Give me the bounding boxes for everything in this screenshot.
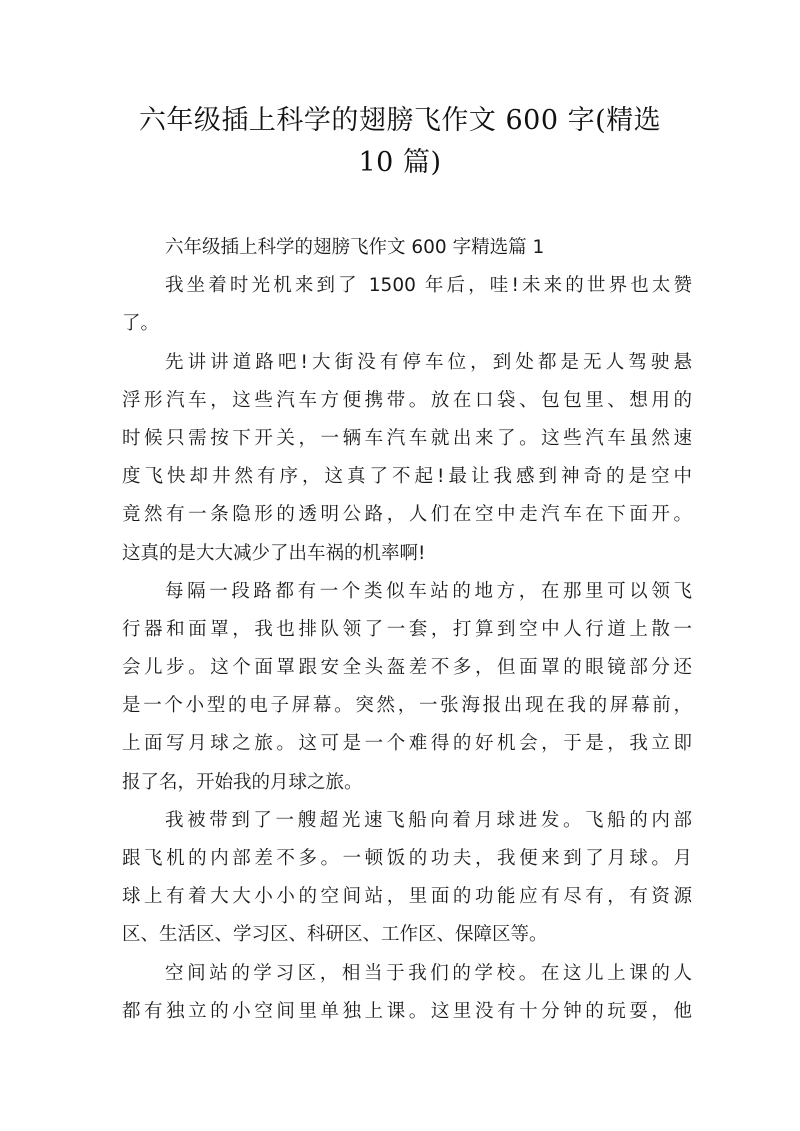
paragraph-4-line-3: 球上有着大大小小的空间站，里面的功能应有尽有，有资源: [122, 886, 692, 908]
paragraph-1-line-2: 了。: [122, 313, 160, 335]
paragraph-3-line-4: 是一个小型的电子屏幕。突然，一张海报出现在我的屏幕前，: [122, 695, 692, 717]
paragraph-3-line-2: 行器和面罩，我也排队领了一套，打算到空中人行道上散一: [122, 618, 692, 640]
paragraph-2-line-3: 时候只需按下开关，一辆车汽车就出来了。这些汽车虽然速: [122, 427, 692, 449]
paragraph-2-line-2: 浮形汽车，这些汽车方便携带。放在口袋、包包里、想用的: [122, 389, 692, 411]
paragraph-3-line-3: 会儿步。这个面罩跟安全头盔差不多，但面罩的眼镜部分还: [122, 657, 692, 679]
paragraph-2-line-4: 度飞快却井然有序，这真了不起!最让我感到神奇的是空中: [122, 466, 692, 488]
paragraph-1-line-1: 我坐着时光机来到了 1500 年后，哇!未来的世界也太赞: [165, 275, 692, 297]
paragraph-5-line-2: 都有独立的小空间里单独上课。这里没有十分钟的玩耍，他: [122, 1000, 692, 1022]
paragraph-2-line-1: 先讲讲道路吧!大街没有停车位，到处都是无人驾驶悬: [165, 351, 692, 373]
paragraph-3-line-1: 每隔一段路都有一个类似车站的地方，在那里可以领飞: [165, 580, 692, 602]
paragraph-2-line-5: 竟然有一条隐形的透明公路，人们在空中走汽车在下面开。: [122, 504, 692, 526]
paragraph-2-line-6: 这真的是大大减少了出车祸的机率啊!: [122, 542, 426, 564]
paragraph-5-line-1: 空间站的学习区，相当于我们的学校。在这儿上课的人: [165, 962, 692, 984]
paragraph-3-line-5: 上面写月球之旅。这可是一个难得的好机会，于是，我立即: [122, 733, 692, 755]
paragraph-3-line-6: 报了名，开始我的月球之旅。: [122, 771, 363, 793]
document-title: [100, 100, 700, 184]
paragraph-4-line-2: 跟飞机的内部差不多。一顿饭的功夫，我便来到了月球。月: [122, 848, 692, 869]
title-line-2: 10 篇): [358, 147, 442, 178]
document-body: [122, 229, 692, 1031]
paragraph-4-line-4: 区、生活区、学习区、科研区、工作区、保障区等。: [122, 924, 548, 946]
paragraph-4-line-1: 我被带到了一艘超光速飞船向着月球进发。飞船的内部: [165, 809, 692, 831]
section-heading: 六年级插上科学的翅膀飞作文 600 字精选篇 1: [165, 237, 545, 258]
title-line-1: 六年级插上科学的翅膀飞作文 600 字(精选: [138, 105, 662, 136]
